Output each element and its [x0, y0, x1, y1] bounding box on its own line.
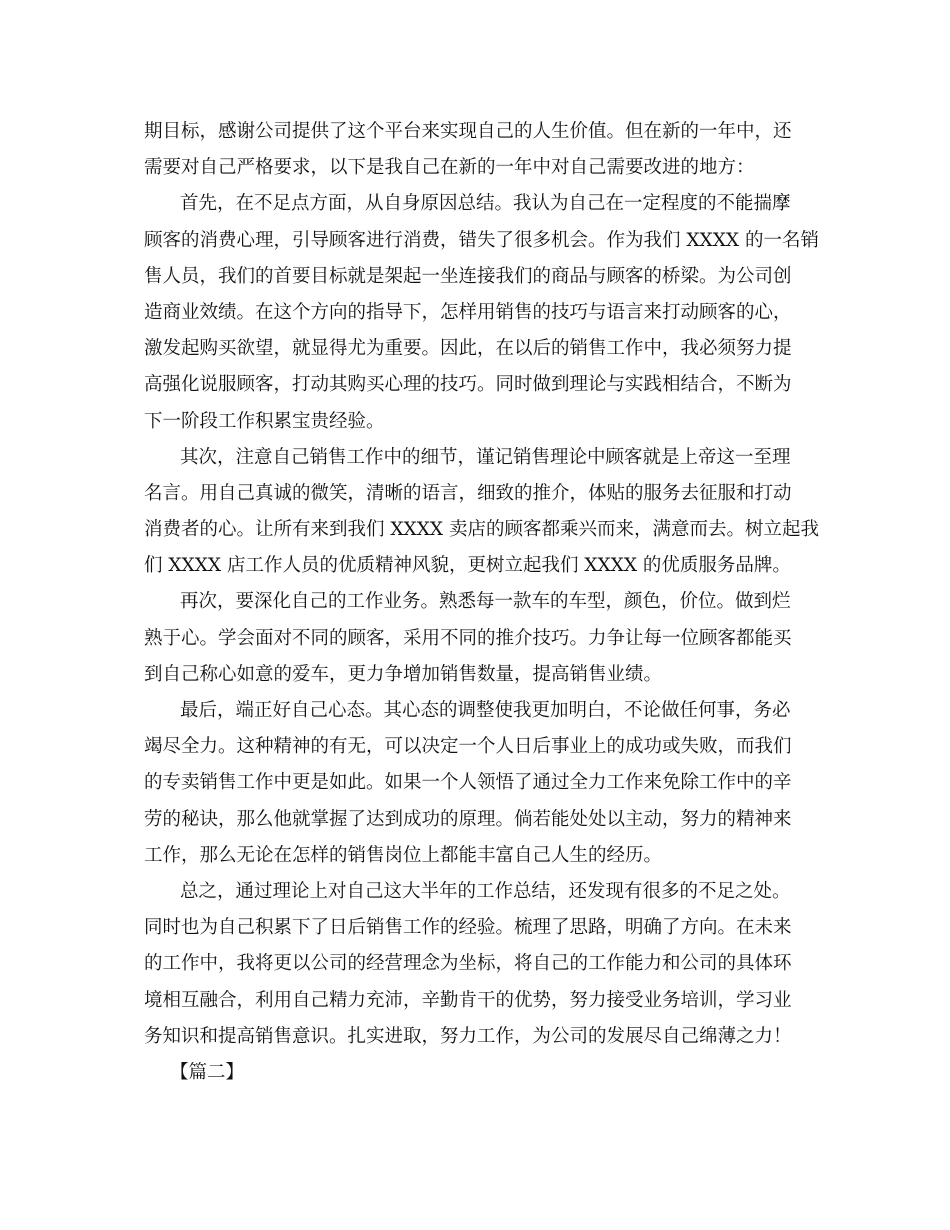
- text-line: 高强化说服顾客，打动其购买心理的技巧。同时做到理论与实践相结合，不断为: [144, 374, 792, 396]
- text-line: 的专卖销售工作中更是如此。如果一个人领悟了通过全力工作来免除工作中的辛: [144, 772, 792, 794]
- text-line: 期目标，感谢公司提供了这个平台来实现自己的人生价值。但在新的一年中，还: [144, 121, 792, 142]
- text-line: 下一阶段工作积累宝贵经验。: [144, 410, 385, 432]
- document-body: [144, 114, 819, 1091]
- text-line: 的工作中，我将更以公司的经营理念为坐标，将自己的工作能力和公司的具体环: [144, 953, 792, 975]
- text-line: 同时也为自己积累下了日后销售工作的经验。梳理了思路，明确了方向。在未来: [144, 917, 792, 939]
- text-line: 顾客的消费心理，引导顾客进行消费，错失了很多机会。作为我们 XXXX 的一名销: [144, 229, 819, 251]
- text-line: 务知识和提高销售意识。扎实进取，努力工作，为公司的发展尽自己绵薄之力！: [144, 1025, 792, 1047]
- text-line: 熟于心。学会面对不同的顾客，采用不同的推介技巧。力争让每一位顾客都能买: [144, 627, 792, 649]
- text-line: 名言。用自己真诚的微笑，清晰的语言，细致的推介，体贴的服务去征服和打动: [144, 482, 792, 504]
- paragraph-first-line: 再次，要深化自己的工作业务。熟悉每一款车的车型，颜色，价位。做到烂: [180, 591, 791, 613]
- text-line: 工作，那么无论在怎样的销售岗位上都能丰富自己人生的经历。: [144, 844, 663, 866]
- text-line: 售人员，我们的首要目标就是架起一坐连接我们的商品与顾客的桥梁。为公司创: [144, 265, 792, 287]
- text-line: 竭尽全力。这种精神的有无，可以决定一个人日后事业上的成功或失败，而我们: [144, 736, 792, 758]
- paragraph-first-line: 总之，通过理论上对自己这大半年的工作总结，还发现有很多的不足之处。: [180, 880, 791, 902]
- text-line: 境相互融合，利用自己精力充沛，辛勤肯干的优势，努力接受业务培训，学习业: [144, 989, 792, 1011]
- paragraph-first-line: 最后，端正好自己心态。其心态的调整使我更加明白，不论做任何事，务必: [180, 700, 791, 721]
- text-line: 造商业效绩。在这个方向的指导下，怎样用销售的技巧与语言来打动顾客的心，: [144, 301, 792, 323]
- text-line: 们 XXXX 店工作人员的优质精神风貌，更树立起我们 XXXX 的优质服务品牌。: [144, 555, 791, 577]
- section-heading: 【篇二】: [170, 1061, 245, 1083]
- text-line: 劳的秘诀，那么他就掌握了达到成功的原理。倘若能处处以主动，努力的精神来: [144, 808, 792, 830]
- text-line: 需要对自己严格要求，以下是我自己在新的一年中对自己需要改进的地方：: [144, 157, 755, 179]
- paragraph-first-line: 首先，在不足点方面，从自身原因总结。我认为自己在一定程度的不能揣摩: [180, 193, 791, 215]
- text-line: 消费者的心。让所有来到我们 XXXX 卖店的顾客都乘兴而来，满意而去。树立起我: [144, 519, 819, 541]
- text-line: 到自己称心如意的爱车，更力争增加销售数量，提高销售业绩。: [144, 663, 663, 685]
- text-line: 激发起购买欲望，就显得尤为重要。因此，在以后的销售工作中，我必须努力提: [144, 338, 792, 360]
- paragraph-first-line: 其次，注意自己销售工作中的细节，谨记销售理论中顾客就是上帝这一至理: [180, 446, 791, 468]
